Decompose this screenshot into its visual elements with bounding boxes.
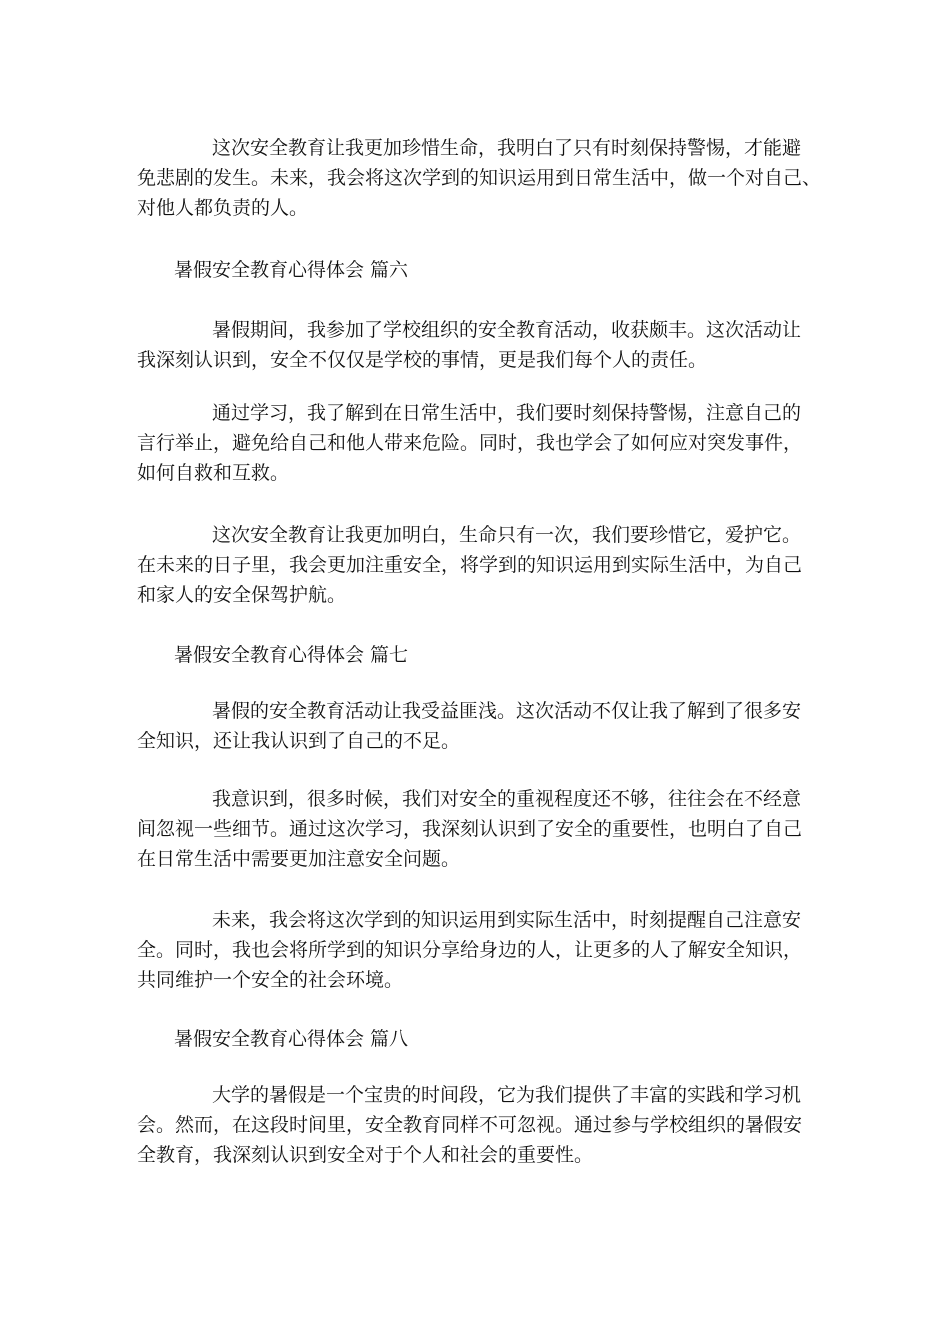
paragraph-cherish-life	[137, 520, 817, 610]
paragraph-daily-vigilance	[137, 398, 817, 488]
paragraph-line: 这次安全教育让我更加明白，生命只有一次，我们要珍惜它，爱护它。	[212, 524, 802, 546]
paragraph-future-plan	[137, 905, 817, 995]
paragraph-line: 在未来的日子里，我会更加注重安全，将学到的知识运用到实际生活中，为自己	[137, 554, 803, 576]
section-heading-part-seven: 暑假安全教育心得体会 篇七	[174, 644, 409, 666]
paragraph-line: 这次安全教育让我更加珍惜生命，我明白了只有时刻保持警惕，才能避	[212, 137, 802, 159]
paragraph-line: 共同维护一个安全的社会环境。	[137, 969, 404, 991]
paragraph-line: 免悲剧的发生。未来，我会将这次学到的知识运用到日常生活中，做一个对自己、	[137, 167, 822, 189]
paragraph-line: 未来，我会将这次学到的知识运用到实际生活中，时刻提醒自己注意安	[212, 909, 802, 931]
paragraph-line: 会。然而，在这段时间里，安全教育同样不可忽视。通过参与学校组织的暑假安	[137, 1114, 803, 1136]
paragraph-safety-reflection	[137, 133, 822, 223]
section-heading-part-six: 暑假安全教育心得体会 篇六	[174, 259, 409, 281]
paragraph-awareness	[137, 784, 817, 874]
paragraph-summer-activity	[137, 315, 817, 375]
paragraph-line: 如何自救和互救。	[137, 462, 290, 484]
paragraph-line: 言行举止，避免给自己和他人带来危险。同时，我也学会了如何应对突发事件，	[137, 432, 803, 454]
paragraph-line: 暑假的安全教育活动让我受益匪浅。这次活动不仅让我了解到了很多安	[212, 700, 802, 722]
paragraph-line: 间忽视一些细节。通过这次学习，我深刻认识到了安全的重要性，也明白了自己	[137, 818, 803, 840]
paragraph-line: 大学的暑假是一个宝贵的时间段，它为我们提供了丰富的实践和学习机	[212, 1084, 802, 1106]
paragraph-line: 在日常生活中需要更加注意安全问题。	[137, 848, 461, 870]
paragraph-line: 暑假期间，我参加了学校组织的安全教育活动，收获颇丰。这次活动让	[212, 319, 802, 341]
paragraph-line: 全教育，我深刻认识到安全对于个人和社会的重要性。	[137, 1144, 594, 1166]
paragraph-line: 全知识，还让我认识到了自己的不足。	[137, 730, 461, 752]
paragraph-university-summer	[137, 1080, 817, 1170]
paragraph-line: 我意识到，很多时候，我们对安全的重视程度还不够，往往会在不经意	[212, 788, 802, 810]
paragraph-line: 我深刻认识到，安全不仅仅是学校的事情，更是我们每个人的责任。	[137, 349, 708, 371]
paragraph-benefit	[137, 696, 817, 756]
paragraph-line: 全。同时，我也会将所学到的知识分享给身边的人，让更多的人了解安全知识，	[137, 939, 803, 961]
paragraph-line: 通过学习，我了解到在日常生活中，我们要时刻保持警惕，注意自己的	[212, 402, 802, 424]
paragraph-line: 和家人的安全保驾护航。	[137, 584, 347, 606]
paragraph-line: 对他人都负责的人。	[137, 197, 309, 219]
section-heading-part-eight: 暑假安全教育心得体会 篇八	[174, 1028, 409, 1050]
